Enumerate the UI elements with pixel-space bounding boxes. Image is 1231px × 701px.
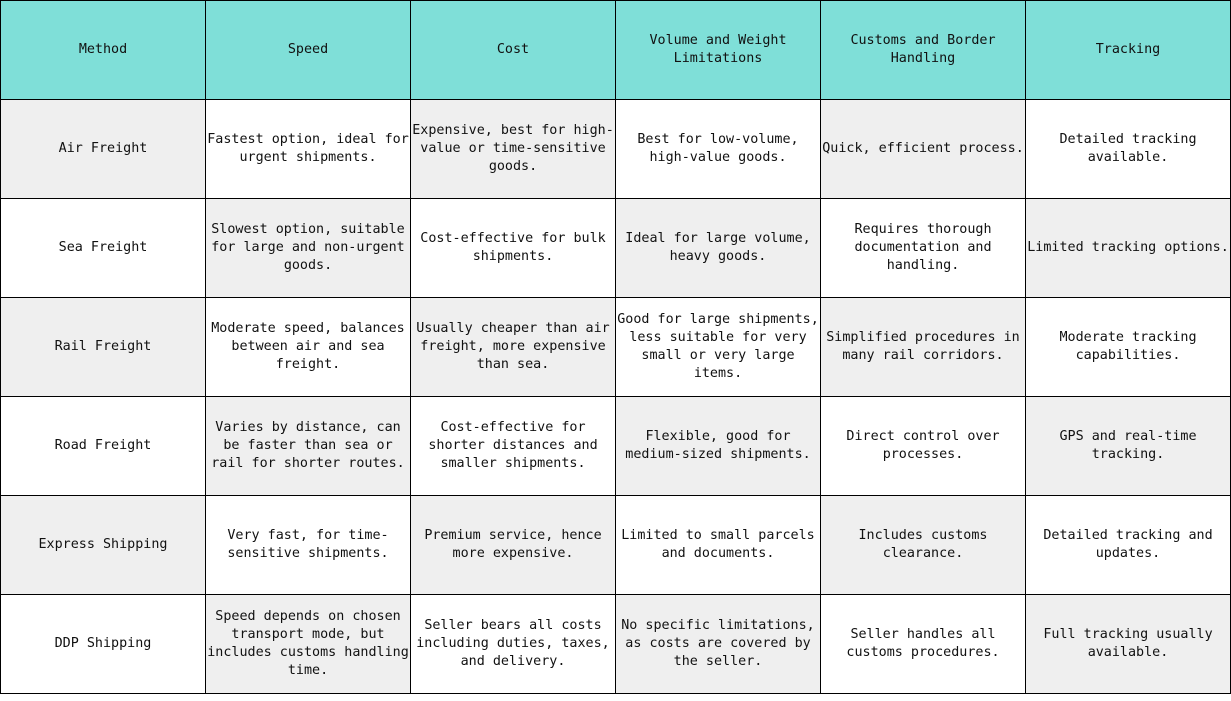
table-row [1, 298, 1231, 397]
header-cost: Cost [411, 1, 616, 100]
header-tracking: Tracking [1026, 1, 1231, 100]
volume-cell: Best for low-volume, high-value goods. [616, 100, 821, 199]
speed-cell: Varies by distance, can be faster than sea or rail for shorter routes. [206, 397, 411, 496]
customs-cell: Quick, efficient process. [821, 100, 1026, 199]
cost-cell: Premium service, hence more expensive. [411, 496, 616, 595]
method-cell: Express Shipping [1, 496, 206, 595]
method-cell: Road Freight [1, 397, 206, 496]
table-row [1, 199, 1231, 298]
volume-cell: No specific limitations, as costs are covered by the seller. [616, 595, 821, 694]
method-cell: Air Freight [1, 100, 206, 199]
cost-cell: Expensive, best for high-value or time-sensitive goods. [411, 100, 616, 199]
table-row [1, 496, 1231, 595]
volume-cell: Limited to small parcels and documents. [616, 496, 821, 595]
tracking-cell: Full tracking usually available. [1026, 595, 1231, 694]
speed-cell: Speed depends on chosen transport mode, but includes customs handling time. [206, 595, 411, 694]
speed-cell: Very fast, for time-sensitive shipments. [206, 496, 411, 595]
volume-cell: Ideal for large volume, heavy goods. [616, 199, 821, 298]
customs-cell: Includes customs clearance. [821, 496, 1026, 595]
table-row [1, 397, 1231, 496]
table-row [1, 100, 1231, 199]
table-row [1, 595, 1231, 694]
volume-cell: Good for large shipments, less suitable for very small or very large items. [616, 298, 821, 397]
speed-cell: Moderate speed, balances between air and sea freight. [206, 298, 411, 397]
cost-cell: Seller bears all costs including duties, taxes, and delivery. [411, 595, 616, 694]
method-cell: Sea Freight [1, 199, 206, 298]
tracking-cell: Limited tracking options. [1026, 199, 1231, 298]
tracking-cell: Detailed tracking and updates. [1026, 496, 1231, 595]
customs-cell: Seller handles all customs procedures. [821, 595, 1026, 694]
header-row [1, 1, 1231, 100]
tracking-cell: GPS and real-time tracking. [1026, 397, 1231, 496]
header-customs: Customs and Border Handling [821, 1, 1026, 100]
speed-cell: Fastest option, ideal for urgent shipments. [206, 100, 411, 199]
method-cell: DDP Shipping [1, 595, 206, 694]
speed-cell: Slowest option, suitable for large and non-urgent goods. [206, 199, 411, 298]
cost-cell: Cost-effective for bulk shipments. [411, 199, 616, 298]
volume-cell: Flexible, good for medium-sized shipments. [616, 397, 821, 496]
header-method: Method [1, 1, 206, 100]
tracking-cell: Moderate tracking capabilities. [1026, 298, 1231, 397]
method-cell: Rail Freight [1, 298, 206, 397]
cost-cell: Usually cheaper than air freight, more expensive than sea. [411, 298, 616, 397]
tracking-cell: Detailed tracking available. [1026, 100, 1231, 199]
header-volume-weight: Volume and Weight Limitations [616, 1, 821, 100]
customs-cell: Requires thorough documentation and handling. [821, 199, 1026, 298]
cost-cell: Cost-effective for shorter distances and smaller shipments. [411, 397, 616, 496]
customs-cell: Simplified procedures in many rail corridors. [821, 298, 1026, 397]
header-speed: Speed [206, 1, 411, 100]
customs-cell: Direct control over processes. [821, 397, 1026, 496]
